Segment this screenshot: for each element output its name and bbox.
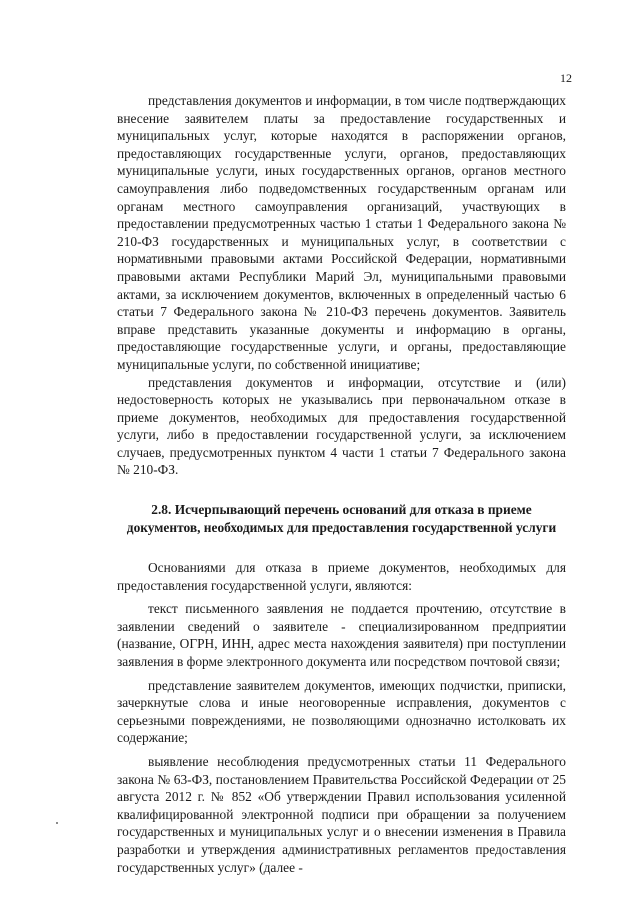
section-heading-line: документов, необходимых для предоставления государственной услуги	[126, 520, 557, 536]
paragraph: текст письменного заявления не поддается прочтению, отсутствие в заявлении сведений о заявителе - специализированном предприятии (название, ОГРН, ИНН, адрес места нахождения заявителя) при поступлении заявления в форме электронного документа или посредством почтовой связи;	[117, 601, 566, 670]
section-heading	[117, 501, 566, 537]
page-number: 12	[560, 71, 572, 85]
scan-speck	[56, 822, 58, 824]
document-body	[117, 92, 566, 876]
paragraph: Основаниями для отказа в приеме документов, необходимых для предоставления государственной услуги, являются:	[117, 560, 566, 593]
section-heading-line: 2.8. Исчерпывающий перечень оснований для отказа в приеме	[151, 502, 532, 518]
paragraph: представления документов и информации, отсутствие и (или) недостоверность которых не указывались при первоначальном отказе в приеме документов, необходимых для предоставления государственной услуги, либо в предоставлении государственной услуги, за исключением случаев, предусмотренных пунктом 4 части 1 статьи 7 Федерального закона № 210-ФЗ.	[117, 374, 566, 478]
paragraph: представления документов и информации, в том числе подтверждающих внесение заявителем платы за предоставление государственных и муниципальных услуг, которые находятся в распоряжении органов, предоставляющих государственные услуги, органов, предоставляющих муниципальные услуги, иных государственных органов, органов местного самоуправления либо подведомственных государственным органам или органам местного самоуправления организаций, участвующих в предоставлении предусмотренных частью 1 статьи 1 Федерального закона № 210-ФЗ государственных и муниципальных услуг, в соответствии с нормативными правовыми актами Российской Федерации, нормативными правовыми актами Республики Марий Эл, муниципальными правовыми актами, за исключением документов, включенных в определенный частью 6 статьи 7 Федерального закона № 210-ФЗ перечень документов. Заявитель вправе представить указанные документы и информацию в органы, предоставляющие государственные услуги, и органы, предоставляющие муниципальные услуги, по собственной инициативе;	[117, 93, 566, 372]
paragraph: представление заявителем документов, имеющих подчистки, приписки, зачеркнутые слова и иные неоговоренные исправления, документов с серьезными повреждениями, не позволяющими однозначно истолковать их содержание;	[117, 677, 566, 746]
paragraph: выявление несоблюдения предусмотренных статьи 11 Федерального закона № 63-ФЗ, постановлением Правительства Российской Федерации от 25 августа 2012 г. № 852 «Об утверждении Правил использования усиленной квалифицированной электронной подписи при обращении за получением государственных и муниципальных услуг и о внесении изменения в Правила разработки и утверждения административных регламентов предоставления государственных услуг» (далее -	[117, 754, 566, 875]
